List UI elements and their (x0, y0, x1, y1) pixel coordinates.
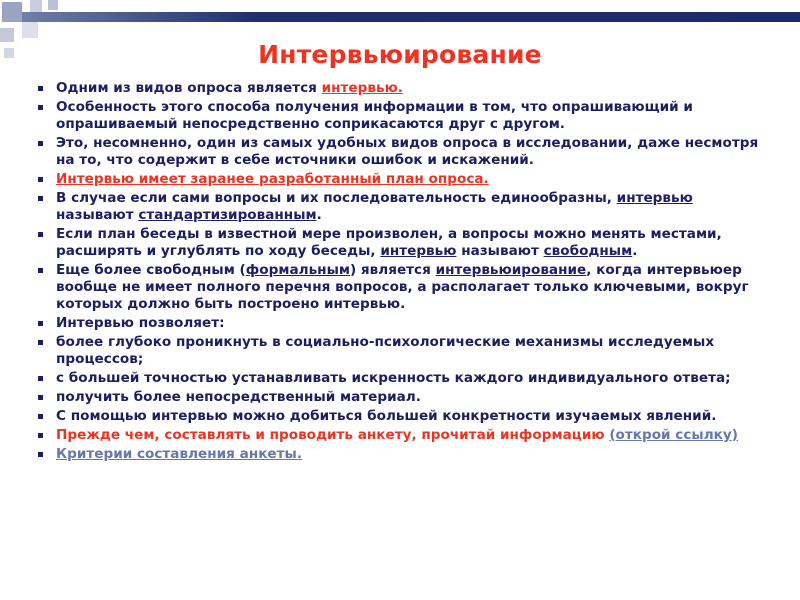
interview-link[interactable]: интервью (380, 243, 457, 259)
deco-square (2, 2, 22, 22)
list-item: Интервью позволяет: (38, 315, 770, 332)
square-bullet-icon (38, 376, 43, 381)
list-item: получить более непосредственный материал. (38, 389, 770, 406)
questionnaire-criteria-link[interactable]: Критерии составления анкеты. (56, 446, 302, 462)
square-bullet-icon (38, 268, 43, 273)
interviewing-link[interactable]: интервьюирование (435, 262, 587, 278)
free-interview-link[interactable]: свободным (543, 243, 633, 259)
interview-link[interactable]: интервью (616, 190, 693, 206)
formal-link[interactable]: формальным (245, 262, 350, 278)
standardized-link[interactable]: стандартизированным (138, 207, 317, 223)
interview-plan-link[interactable]: Интервью имеет заранее разработанный план опроса. (56, 171, 489, 187)
list-item: Одним из видов опроса является интервью. (38, 80, 770, 97)
list-item: более глубоко проникнуть в социально-психологические механизмы исследуемых процессов; (38, 334, 770, 368)
list-item: Если план беседы в известной мере произволен, а вопросы можно менять местами, расширять и углублять по ходу беседы, интервью называют свободным. (38, 226, 770, 260)
square-bullet-icon (38, 395, 43, 400)
list-item (38, 446, 770, 463)
deco-square (48, 0, 58, 10)
square-bullet-icon (38, 452, 43, 457)
list-item: Еще более свободным (формальным) является интервьюирование, когда интервьюер вообще не имеет полного перечня вопросов, а располагает только ключевыми, вокруг которых должно быть построено интервью. (38, 262, 770, 313)
interview-link[interactable]: интервью. (321, 80, 403, 96)
square-bullet-icon (38, 433, 43, 438)
square-bullet-icon (38, 232, 43, 237)
square-bullet-icon (38, 177, 43, 182)
list-item (38, 171, 770, 188)
list-item: С помощью интервью можно добиться большей конкретности изучаемых явлений. (38, 408, 770, 425)
list-item: Особенность этого способа получения информации в том, что опрашивающий и опрашиваемый непосредственно соприкасаются друг с другом. (38, 99, 770, 133)
list-item: В случае если сами вопросы и их последовательность единообразны, интервью называют стандартизированным. (38, 190, 770, 224)
header-bar (22, 12, 800, 22)
square-bullet-icon (38, 105, 43, 110)
open-link[interactable]: открой ссылку (615, 427, 732, 443)
square-bullet-icon (38, 141, 43, 146)
content-list (38, 80, 770, 465)
square-bullet-icon (38, 86, 43, 91)
page-title: Интервьюирование (258, 40, 542, 69)
list-item: с большей точностью устанавливать искренность каждого индивидуального ответа; (38, 370, 770, 387)
deco-square (22, 22, 38, 38)
square-bullet-icon (38, 340, 43, 345)
deco-square (30, 0, 42, 12)
list-item: Прежде чем, составлять и проводить анкету, прочитай информацию (открой ссылку) (38, 427, 770, 444)
square-bullet-icon (38, 196, 43, 201)
list-item: Это, несомненно, один из самых удобных видов опроса в исследовании, даже несмотря на то, что содержит в себе источники ошибок и искажений. (38, 135, 770, 169)
square-bullet-icon (38, 321, 43, 326)
square-bullet-icon (38, 414, 43, 419)
